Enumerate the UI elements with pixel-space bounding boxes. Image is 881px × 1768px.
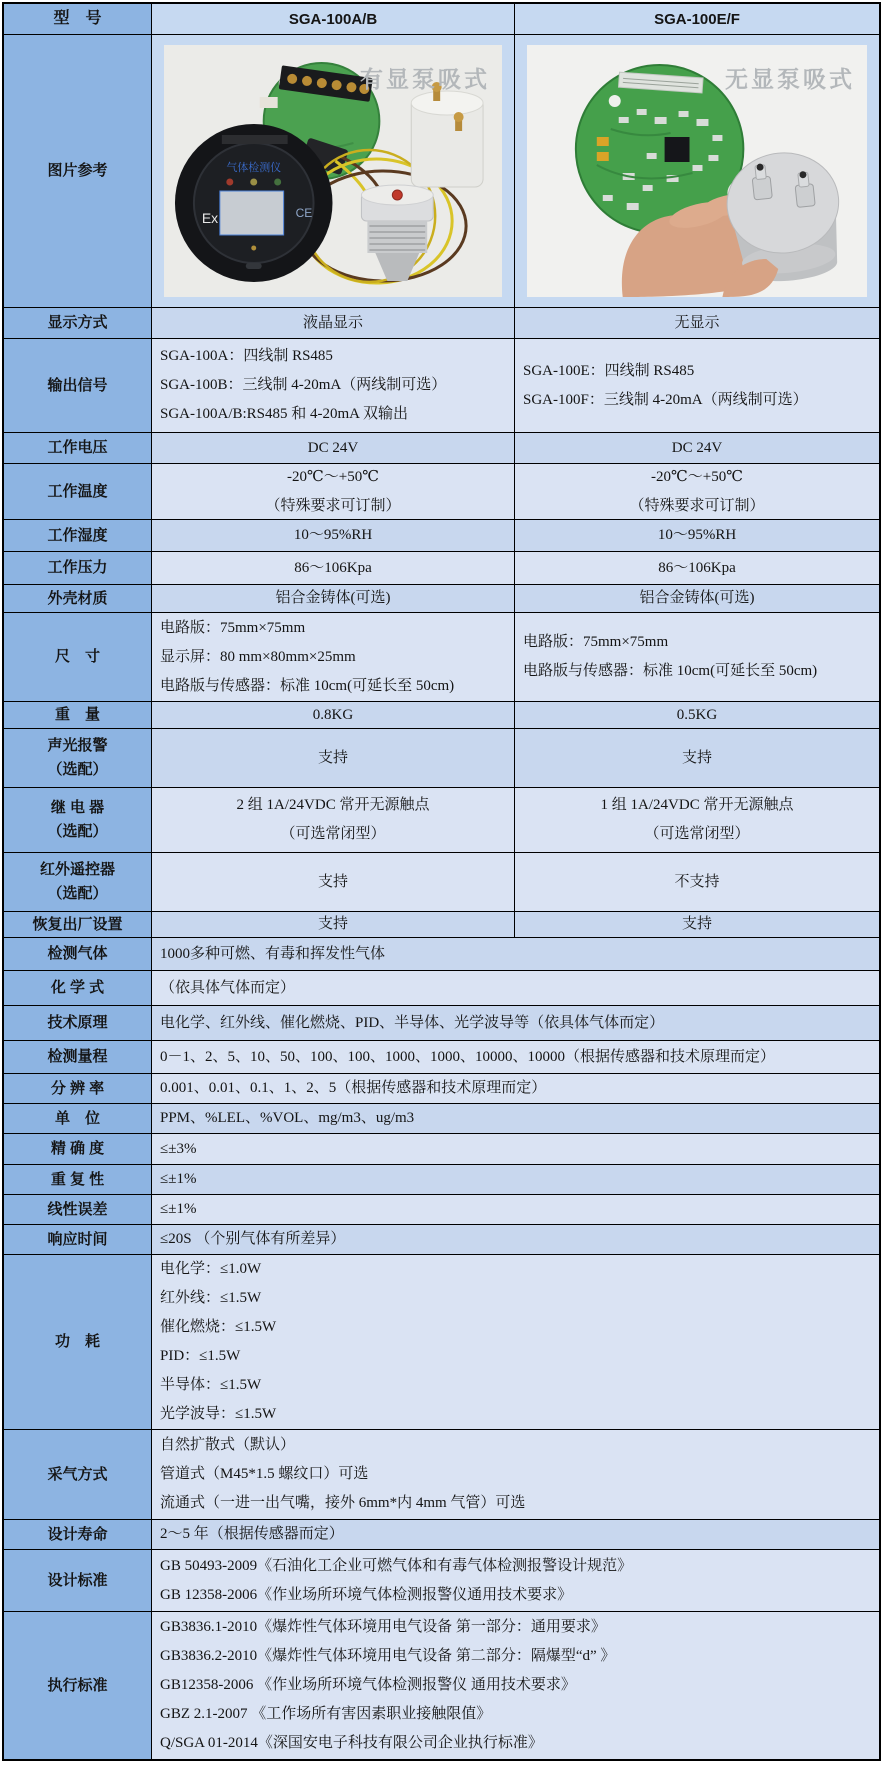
value-cell [152,1165,879,1194]
row-label: 设计标准 [4,1550,152,1611]
value-line: -20℃～+50℃ [650,468,743,485]
value-line: 电化学：≤1.0W [160,1261,262,1277]
row-label: 显示方式 [4,308,152,338]
spec-row-detection-range [4,1041,879,1074]
photo-row [4,35,879,308]
row-label: 工作温度 [4,464,152,519]
row-label: 采气方式 [4,1430,152,1519]
value-line: 支持 [317,749,348,766]
value-cell [515,464,879,519]
value-cell [152,853,515,911]
photo-row-label: 图片参考 [4,35,152,307]
watermark-pumped-no-display: 无显泵吸式 [725,66,855,92]
value-cell [152,1195,879,1224]
spec-row-sound-light-alarm [4,729,879,788]
value-cell [152,585,515,612]
value-cell [515,613,879,701]
value-line: 支持 [681,749,712,766]
value-cell [515,585,879,612]
spec-row-unit [4,1104,879,1134]
value-line: SGA-100A/B:RS485 和 4-20mA 双输出 [160,406,408,422]
value-line: 10～95%RH [293,527,373,543]
value-line: （可选常闭型） [280,826,386,842]
spec-row-relay [4,788,879,853]
spec-row-weight [4,702,879,729]
value-cell [152,1550,879,1611]
value-line: 支持 [317,873,348,890]
product-photo-ab [152,35,515,307]
value-line: 铝合金铸体(可选) [275,590,391,606]
row-label: 化 学 式 [4,971,152,1005]
row-label: 外壳材质 [4,585,152,612]
row-label: 尺 寸 [4,613,152,701]
value-cell [152,1520,879,1549]
row-label: 技术原理 [4,1006,152,1040]
spec-row-sampling-method [4,1430,879,1520]
value-line: Q/SGA 01-2014《深国安电子科技有限公司企业执行标准》 [160,1735,543,1751]
value-cell [152,788,515,852]
value-line: SGA-100F：三线制 4-20mA（两线制可选） [523,391,808,408]
row-label-line: 声光报警 [47,737,108,754]
value-cell [515,788,879,852]
value-line: 86～106Kpa [658,559,736,576]
row-label: 输出信号 [4,339,152,432]
row-label: 工作电压 [4,433,152,463]
value-cell [152,464,515,519]
row-label: 线性误差 [4,1195,152,1224]
model-name-ef: SGA-100E/F [515,4,879,34]
value-line: 光学波导：≤1.5W [160,1406,277,1422]
value-line: 无显示 [674,314,720,331]
value-cell [515,308,879,338]
value-line: 催化燃烧：≤1.5W [160,1319,277,1335]
value-cell [152,1430,879,1519]
value-cell [152,308,515,338]
value-line: ≤20S （个别气体有所差异） [160,1231,346,1247]
row-label: 分 辨 率 [4,1074,152,1103]
value-line: GBZ 2.1-2007 《工作场所有害因素职业接触限值》 [160,1706,492,1722]
value-line: 显示屏：80 mm×80mm×25mm [160,648,356,665]
spec-row-output-signal [4,339,879,433]
spec-row-resolution [4,1074,879,1104]
spec-row-detected-gas [4,938,879,971]
value-line: 1 组 1A/24VDC 常开无源触点 [600,797,794,813]
value-cell [152,339,515,432]
value-cell [152,1041,879,1073]
spec-table [2,2,881,1761]
row-label: 检测量程 [4,1041,152,1073]
value-cell [152,1134,879,1164]
spec-row-linearity-error [4,1195,879,1225]
value-cell [515,853,879,911]
value-line: DC 24V [307,439,359,456]
value-line: 电化学、红外线、催化燃烧、PID、半导体、光学波导等（依具体气体而定） [160,1014,665,1031]
device-title-text: 气体检测仪 [226,161,282,175]
spec-row-response-time [4,1225,879,1255]
spec-row-factory-reset [4,912,879,938]
model-label: 型 号 [4,4,152,34]
row-label: 精 确 度 [4,1134,152,1164]
spec-row-pressure [4,552,879,585]
value-line: GB3836.1-2010《爆炸性气体环境用电气设备 第一部分：通用要求》 [160,1619,606,1635]
value-cell [152,702,515,728]
value-line: 流通式（一进一出气嘴，接外 6mm*内 4mm 气管）可选 [160,1495,526,1511]
row-label: 重 复 性 [4,1165,152,1194]
spec-row-ir-remote [4,853,879,912]
value-cell [152,1074,879,1103]
row-label: 执行标准 [4,1612,152,1759]
value-line: 0.001、0.01、0.1、1、2、5（根据传感器和技术原理而定） [160,1080,547,1096]
spec-row-accuracy [4,1134,879,1165]
spec-row-principle [4,1006,879,1041]
value-line: 0.5KG [676,706,718,723]
value-line: （特殊要求可订制） [265,497,401,514]
value-line: GB 50493-2009《石油化工企业可燃气体和有毒气体检测报警设计规范》 [160,1557,633,1574]
row-label-line: （选配） [47,885,108,902]
row-label [4,729,152,787]
row-label-line: （选配） [47,761,108,778]
value-cell [515,552,879,584]
spec-row-repeatability [4,1165,879,1195]
row-label: 工作压力 [4,552,152,584]
value-line: 自然扩散式（默认） [160,1437,296,1453]
row-label: 重 量 [4,702,152,728]
value-line: 1000多种可燃、有毒和挥发性气体 [160,945,386,962]
value-line: SGA-100B：三线制 4-20mA（两线制可选） [160,377,447,393]
row-label: 恢复出厂设置 [4,912,152,937]
value-cell [515,702,879,728]
value-cell [152,912,515,937]
watermark-pumped-with-display: 有显泵吸式 [360,66,490,92]
value-cell [152,1104,879,1133]
row-label: 单 位 [4,1104,152,1133]
value-line: ≤±1% [160,1171,197,1187]
row-label: 功 耗 [4,1255,152,1429]
value-line: GB3836.2-2010《爆炸性气体环境用电气设备 第二部分：隔爆型“d” 》 [160,1648,616,1664]
value-cell [515,339,879,432]
value-line: 支持 [317,916,348,932]
value-cell [152,1006,879,1040]
row-label-line: 继 电 器 [50,799,105,816]
value-cell [515,520,879,551]
value-cell [152,729,515,787]
value-cell [152,1612,879,1759]
spec-row-design-standard [4,1550,879,1612]
value-line: 铝合金铸体(可选) [639,590,755,606]
spec-row-power-consumption [4,1255,879,1430]
header-row [4,4,879,35]
row-label: 响应时间 [4,1225,152,1254]
value-line: GB 12358-2006《作业场所环境气体检测报警仪通用技术要求》 [160,1586,573,1603]
value-line: 0－1、2、5、10、50、100、100、1000、1000、10000、10000（根据传感器和技术原理而定） [160,1048,776,1065]
pump-sensor-illustration [411,82,483,187]
value-line: 电路版与传感器：标准 10cm(可延长至 50cm) [523,663,818,679]
value-line: 0.8KG [312,706,354,723]
row-label-line: 红外遥控器 [39,861,115,878]
value-cell [152,1225,879,1254]
value-cell [152,1255,879,1429]
row-label-line: （选配） [47,823,108,840]
value-line: 支持 [681,916,712,932]
value-line: 2～5 年（根据传感器而定） [160,1526,344,1542]
value-cell [515,729,879,787]
value-line: 红外线：≤1.5W [160,1290,262,1306]
value-line: 管道式（M45*1.5 螺纹口）可选 [160,1466,369,1482]
row-label [4,853,152,911]
spec-row-chemical-formula [4,971,879,1006]
spec-row-shell-material [4,585,879,613]
value-line: 电路版与传感器：标准 10cm(可延长至 50cm) [160,677,455,694]
value-line: （依具体气体而定） [160,979,296,996]
value-line: 不支持 [674,873,720,890]
spec-row-execution-standard [4,1612,879,1759]
value-line: 半导体：≤1.5W [160,1377,262,1393]
product-photo-ef [515,35,879,307]
value-line: 86～106Kpa [294,559,372,576]
value-line: （特殊要求可订制） [629,497,765,514]
value-line: PPM、%LEL、%VOL、mg/m3、ug/m3 [160,1110,415,1126]
value-line: ≤±3% [160,1140,197,1157]
spec-row-humidity [4,520,879,552]
value-cell [152,552,515,584]
value-cell [152,938,879,970]
row-label [4,788,152,852]
row-label: 设计寿命 [4,1520,152,1549]
value-line: 液晶显示 [302,314,363,331]
value-line: 电路版：75mm×75mm [160,619,306,636]
spec-row-voltage [4,433,879,464]
value-line: GB12358-2006 《作业场所环境气体检测报警仪 通用技术要求》 [160,1677,576,1693]
value-line: （可选常闭型） [644,826,750,842]
value-line: 10～95%RH [657,527,737,543]
value-line: 2 组 1A/24VDC 常开无源触点 [236,797,430,813]
value-line: SGA-100A：四线制 RS485 [160,348,333,364]
value-line: -20℃～+50℃ [286,468,379,485]
spec-row-design-life [4,1520,879,1550]
value-line: 电路版：75mm×75mm [523,634,669,650]
detector-face-illustration [175,124,333,282]
value-cell [152,520,515,551]
ce-mark: CE [295,205,313,221]
spec-row-size [4,613,879,702]
value-line: SGA-100E：四线制 RS485 [523,362,695,379]
value-cell [515,433,879,463]
row-label: 工作湿度 [4,520,152,551]
spec-row-temperature [4,464,879,520]
value-cell [152,433,515,463]
value-cell [152,613,515,701]
value-line: PID：≤1.5W [160,1348,241,1364]
row-label: 检测气体 [4,938,152,970]
value-cell [152,971,879,1005]
value-line: ≤±1% [160,1201,197,1217]
value-line: DC 24V [671,439,723,456]
ex-mark: Ex [201,209,219,227]
model-name-ab: SGA-100A/B [152,4,515,34]
value-cell [515,912,879,937]
spec-row-display-mode [4,308,879,339]
